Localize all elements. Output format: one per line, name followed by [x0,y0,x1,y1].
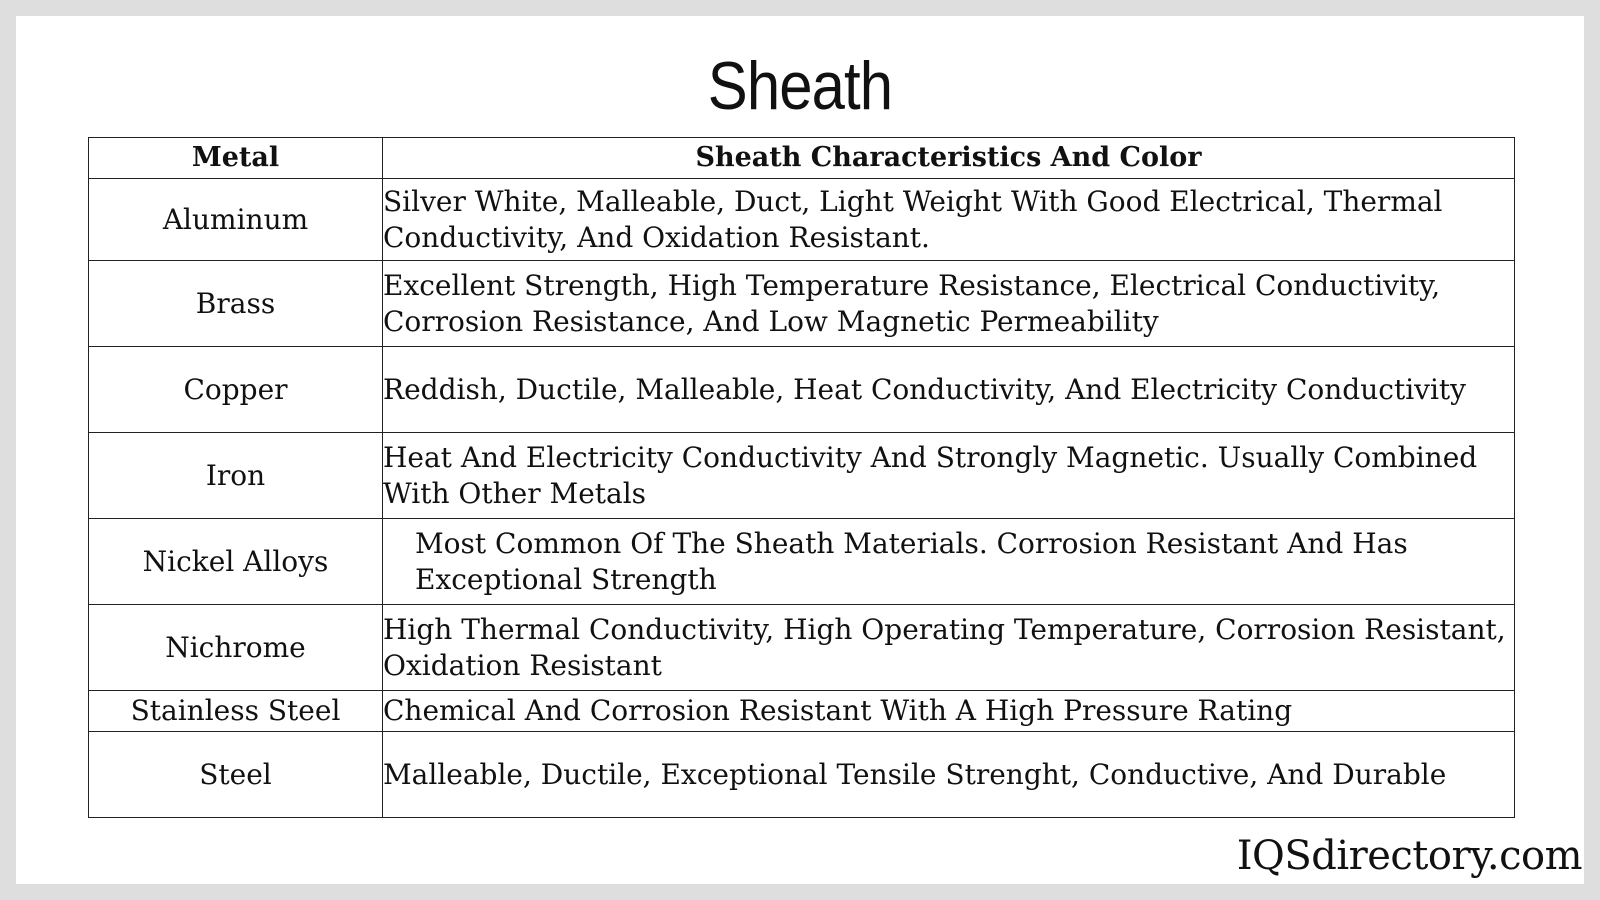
metal-cell: Steel [89,732,383,818]
column-header-characteristics: Sheath Characteristics And Color [383,138,1515,179]
characteristics-cell: Chemical And Corrosion Resistant With A High Pressure Rating [383,691,1515,732]
metal-cell: Stainless Steel [89,691,383,732]
metal-cell: Aluminum [89,179,383,261]
characteristics-cell: Reddish, Ductile, Malleable, Heat Conductivity, And Electricity Conductivity [383,347,1515,433]
metal-cell: Iron [89,433,383,519]
metal-cell: Copper [89,347,383,433]
characteristics-cell: Most Common Of The Sheath Materials. Corrosion Resistant And Has Exceptional Strength [383,519,1515,605]
table-row [89,261,1515,347]
table-row [89,519,1515,605]
metal-cell: Brass [89,261,383,347]
table-row [89,179,1515,261]
characteristics-cell: Malleable, Ductile, Exceptional Tensile Strenght, Conductive, And Durable [383,732,1515,818]
table-row [89,691,1515,732]
characteristics-cell: Heat And Electricity Conductivity And Strongly Magnetic. Usually Combined With Other Metals [383,433,1515,519]
sheath-table [88,137,1515,818]
metal-cell: Nickel Alloys [89,519,383,605]
column-header-metal: Metal [89,138,383,179]
table-row [89,732,1515,818]
characteristics-cell: High Thermal Conductivity, High Operating Temperature, Corrosion Resistant, Oxidation Resistant [383,605,1515,691]
table-row [89,347,1515,433]
page-title: Sheath [707,48,893,124]
characteristics-cell: Silver White, Malleable, Duct, Light Weight With Good Electrical, Thermal Conductivity, And Oxidation Resistant. [383,179,1515,261]
table-header-row [89,138,1515,179]
iqsdirectory-watermark: IQSdirectory.com [1236,833,1582,879]
metal-cell: Nichrome [89,605,383,691]
characteristics-cell: Excellent Strength, High Temperature Resistance, Electrical Conductivity, Corrosion Resistance, And Low Magnetic Permeability [383,261,1515,347]
table-row [89,433,1515,519]
table-row [89,605,1515,691]
